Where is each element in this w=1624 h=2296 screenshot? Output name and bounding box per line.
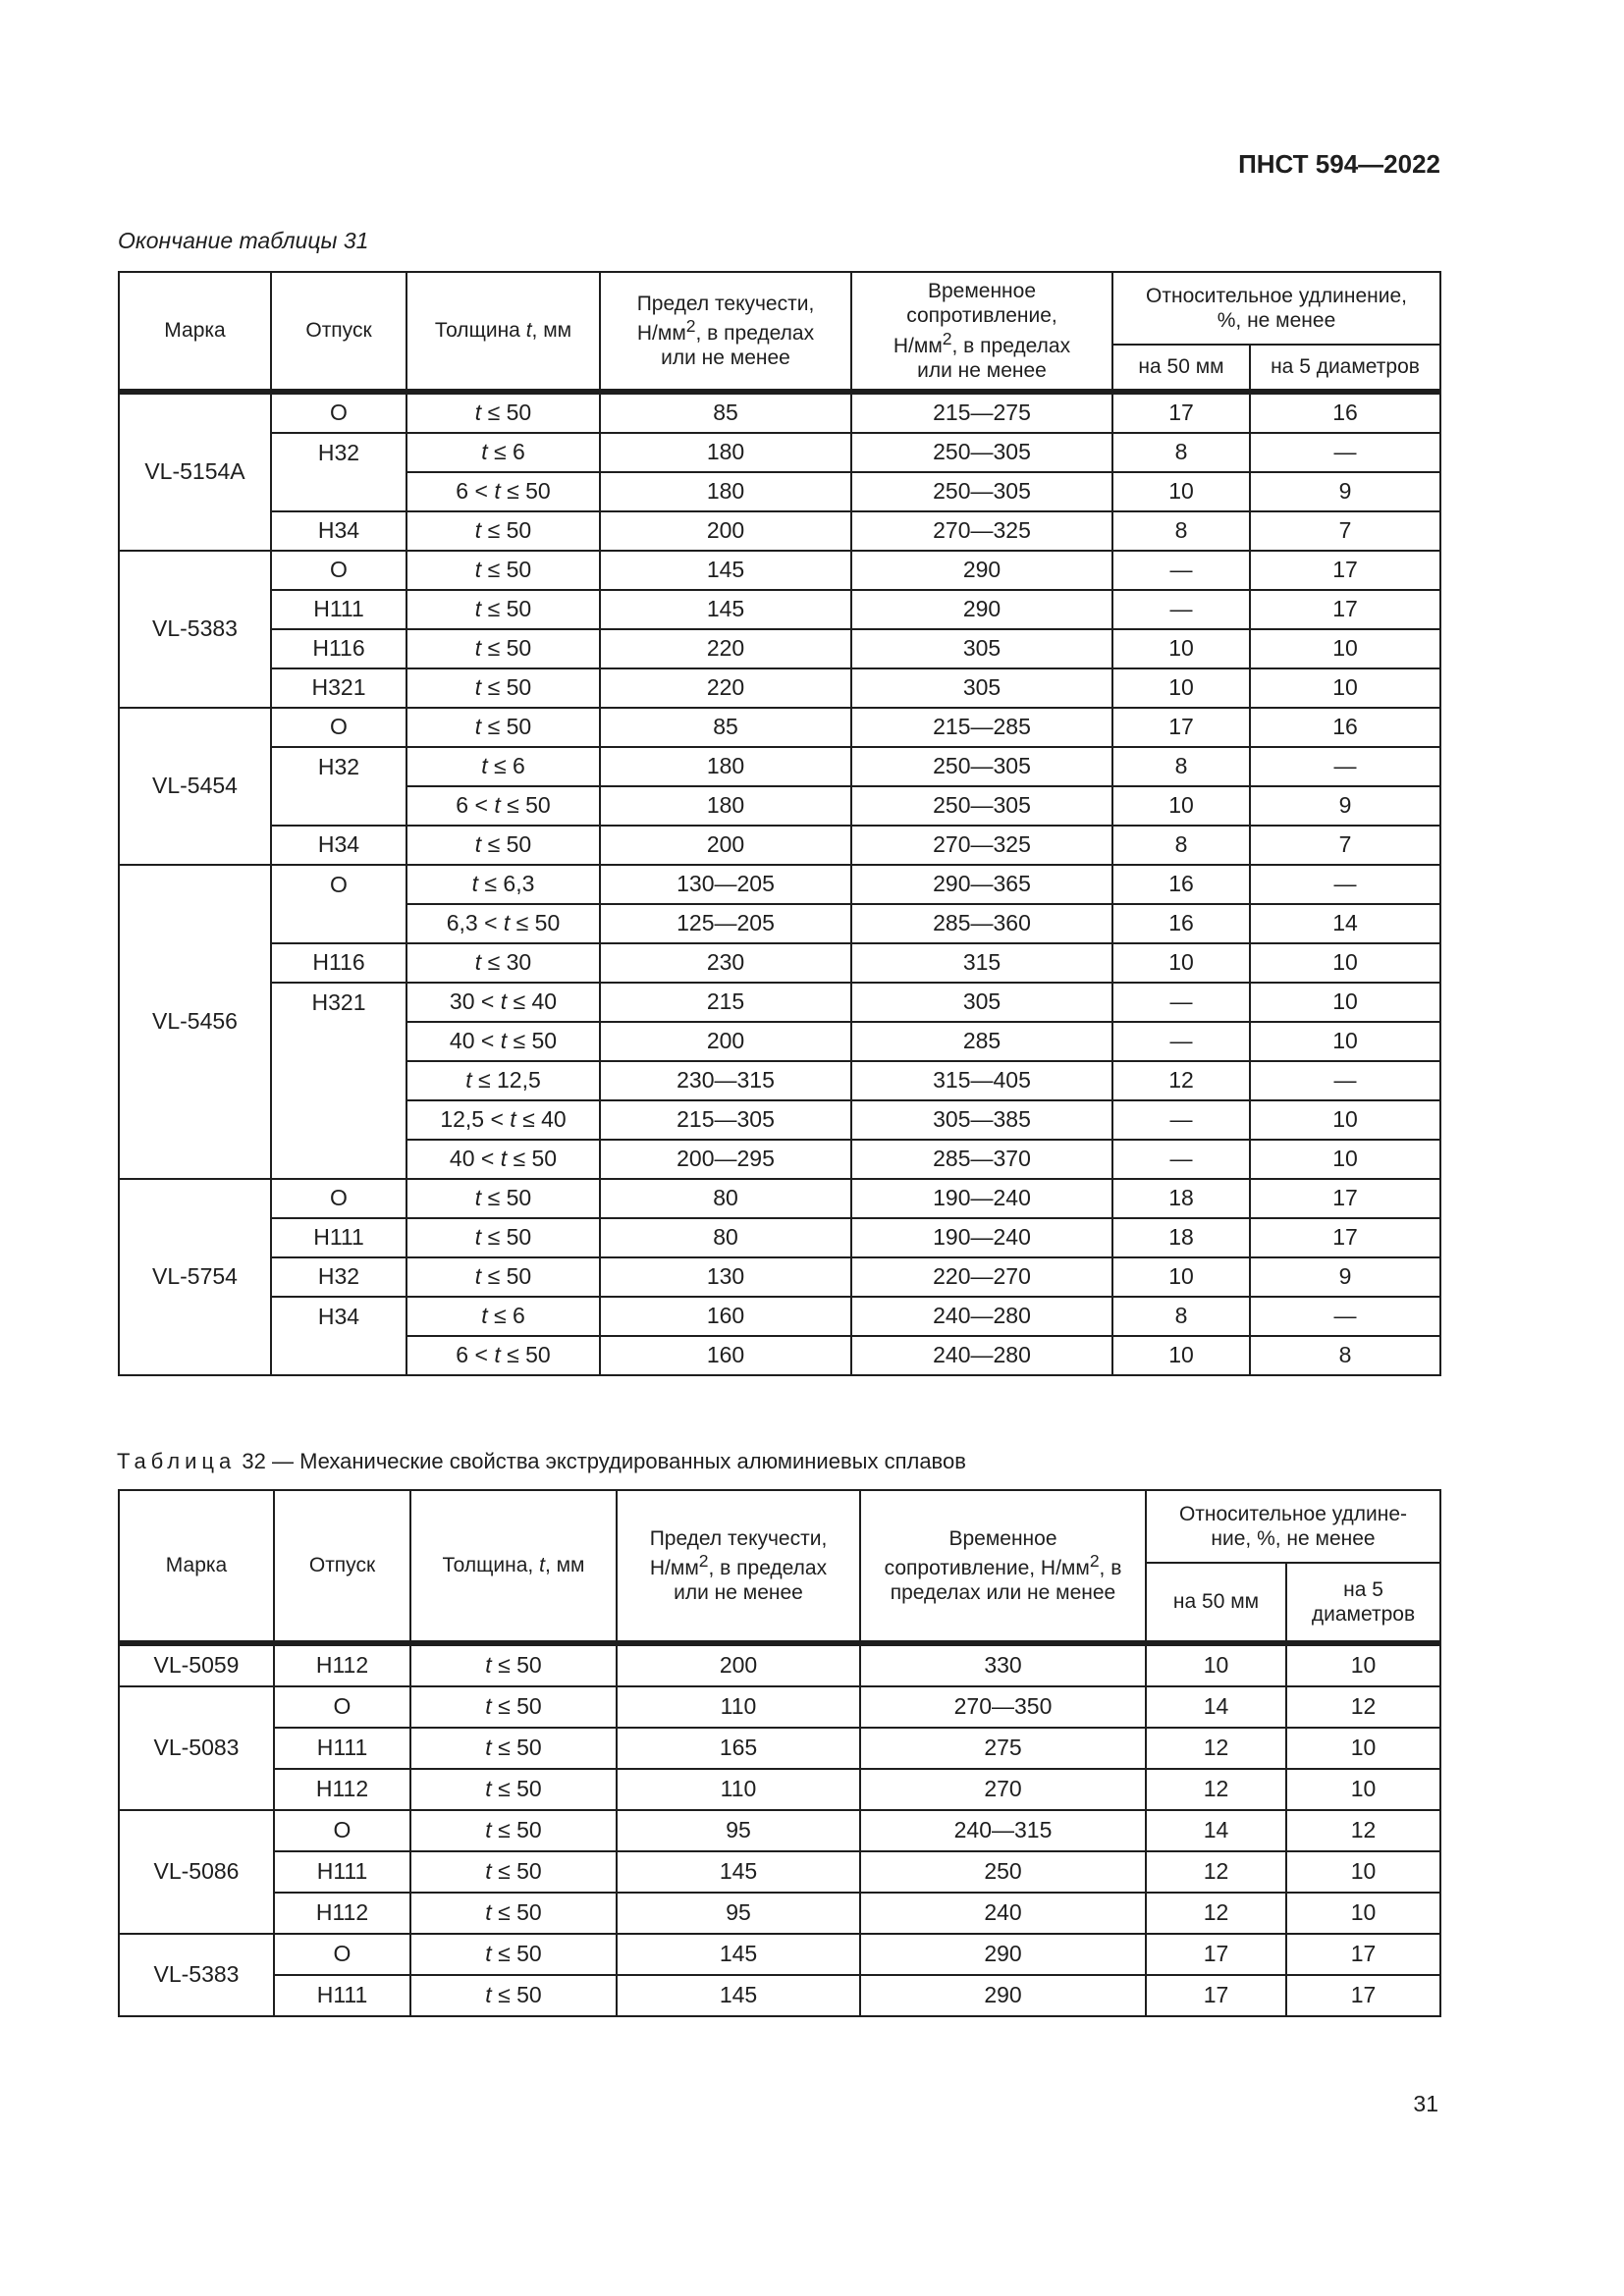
- temper-cell: H116: [271, 629, 406, 668]
- elong50-cell: 10: [1112, 1257, 1250, 1297]
- thickness-cell: t ≤ 6: [406, 1297, 600, 1336]
- elong50-cell: 17: [1112, 708, 1250, 747]
- table-31: [118, 271, 1441, 1376]
- thickness-cell: t ≤ 50: [406, 551, 600, 590]
- header-elongation-50mm: на 50 мм: [1146, 1563, 1286, 1643]
- elong5d-cell: —: [1250, 1061, 1440, 1100]
- table-row: [119, 1257, 1440, 1297]
- tensile-cell: 290: [851, 590, 1112, 629]
- table-row: [119, 826, 1440, 865]
- tensile-cell: 240—280: [851, 1297, 1112, 1336]
- elong5d-cell: 10: [1286, 1643, 1440, 1686]
- thickness-cell: 6,3 < t ≤ 50: [406, 904, 600, 943]
- elong5d-cell: 10: [1286, 1769, 1440, 1810]
- thickness-cell: 6 < t ≤ 50: [406, 1336, 600, 1375]
- temper-cell: H111: [274, 1728, 410, 1769]
- header-temper: Отпуск: [274, 1490, 410, 1643]
- elong50-cell: 8: [1112, 511, 1250, 551]
- table-row: [119, 433, 1440, 472]
- table-row: [119, 1893, 1440, 1934]
- tensile-cell: 250—305: [851, 472, 1112, 511]
- thickness-cell: t ≤ 50: [406, 392, 600, 433]
- thickness-cell: t ≤ 50: [406, 1257, 600, 1297]
- table-row: [119, 1769, 1440, 1810]
- temper-cell: H32: [271, 1257, 406, 1297]
- elong5d-cell: 7: [1250, 511, 1440, 551]
- table-row: [119, 1728, 1440, 1769]
- table-row: [119, 1686, 1440, 1728]
- table-row: [119, 865, 1440, 904]
- table-row: [119, 1218, 1440, 1257]
- thickness-cell: t ≤ 50: [406, 668, 600, 708]
- yield-cell: 180: [600, 786, 851, 826]
- temper-cell: H111: [274, 1851, 410, 1893]
- elong50-cell: 8: [1112, 747, 1250, 786]
- thickness-cell: t ≤ 12,5: [406, 1061, 600, 1100]
- grade-cell: VL-5754: [119, 1179, 271, 1375]
- elong50-cell: 17: [1112, 392, 1250, 433]
- table-row: [119, 1179, 1440, 1218]
- thickness-cell: t ≤ 6: [406, 433, 600, 472]
- temper-cell: O: [274, 1934, 410, 1975]
- temper-cell: O: [271, 1179, 406, 1218]
- yield-cell: 130: [600, 1257, 851, 1297]
- table-row: [119, 983, 1440, 1022]
- table-row: [119, 708, 1440, 747]
- table-row: [119, 590, 1440, 629]
- table-row: [119, 943, 1440, 983]
- elong5d-cell: 10: [1286, 1851, 1440, 1893]
- header-temper: Отпуск: [271, 272, 406, 392]
- yield-cell: 145: [600, 551, 851, 590]
- table-row: [119, 1297, 1440, 1336]
- yield-cell: 160: [600, 1336, 851, 1375]
- header-thickness: Толщина, t, мм: [410, 1490, 617, 1643]
- temper-cell: O: [271, 551, 406, 590]
- elong5d-cell: 14: [1250, 904, 1440, 943]
- tensile-cell: 250—305: [851, 747, 1112, 786]
- elong5d-cell: 10: [1250, 668, 1440, 708]
- elong50-cell: 18: [1112, 1179, 1250, 1218]
- temper-cell: H321: [271, 668, 406, 708]
- yield-cell: 145: [617, 1934, 860, 1975]
- elong5d-cell: 10: [1250, 629, 1440, 668]
- elong50-cell: 10: [1112, 786, 1250, 826]
- elong50-cell: 8: [1112, 826, 1250, 865]
- table-row: [119, 1643, 1440, 1686]
- thickness-cell: t ≤ 50: [410, 1643, 617, 1686]
- tensile-cell: 240: [860, 1893, 1146, 1934]
- elong5d-cell: 9: [1250, 472, 1440, 511]
- thickness-cell: t ≤ 50: [406, 629, 600, 668]
- yield-cell: 110: [617, 1686, 860, 1728]
- thickness-cell: t ≤ 6,3: [406, 865, 600, 904]
- elong50-cell: 18: [1112, 1218, 1250, 1257]
- thickness-cell: t ≤ 50: [410, 1851, 617, 1893]
- tensile-cell: 270—350: [860, 1686, 1146, 1728]
- yield-cell: 165: [617, 1728, 860, 1769]
- elong50-cell: 8: [1112, 433, 1250, 472]
- tensile-cell: 275: [860, 1728, 1146, 1769]
- elong5d-cell: 10: [1250, 1140, 1440, 1179]
- elong5d-cell: 10: [1250, 943, 1440, 983]
- temper-cell: H321: [271, 983, 406, 1179]
- tensile-cell: 190—240: [851, 1179, 1112, 1218]
- elong50-cell: —: [1112, 551, 1250, 590]
- header-elongation-5d: на 5 диаметров: [1250, 345, 1440, 392]
- thickness-cell: t ≤ 50: [406, 1218, 600, 1257]
- thickness-cell: 40 < t ≤ 50: [406, 1022, 600, 1061]
- temper-cell: H112: [274, 1769, 410, 1810]
- elong5d-cell: 10: [1286, 1893, 1440, 1934]
- header-tensile-strength: Временное сопротивление, $Н/мм^2$, в пределах или не менее: [851, 272, 1112, 392]
- elong50-cell: 10: [1146, 1643, 1286, 1686]
- header-thickness: Толщина t, мм: [406, 272, 600, 392]
- table-row: [119, 1810, 1440, 1851]
- yield-cell: 220: [600, 629, 851, 668]
- grade-cell: VL-5454: [119, 708, 271, 865]
- tensile-cell: 305: [851, 983, 1112, 1022]
- tensile-cell: 285: [851, 1022, 1112, 1061]
- elong50-cell: 10: [1112, 668, 1250, 708]
- table-32-body: [119, 1643, 1440, 2016]
- yield-cell: 80: [600, 1218, 851, 1257]
- elong5d-cell: 17: [1286, 1934, 1440, 1975]
- thickness-cell: t ≤ 6: [406, 747, 600, 786]
- table-row: [119, 511, 1440, 551]
- elong50-cell: 17: [1146, 1975, 1286, 2016]
- elong5d-cell: —: [1250, 1297, 1440, 1336]
- elong50-cell: 12: [1146, 1893, 1286, 1934]
- tensile-cell: 315—405: [851, 1061, 1112, 1100]
- grade-cell: VL-5383: [119, 551, 271, 708]
- elong50-cell: 12: [1112, 1061, 1250, 1100]
- temper-cell: H32: [271, 433, 406, 511]
- table-31-body: [119, 392, 1440, 1375]
- elong50-cell: 10: [1112, 1336, 1250, 1375]
- yield-cell: 145: [617, 1851, 860, 1893]
- tensile-cell: 290: [851, 551, 1112, 590]
- yield-cell: 200: [600, 511, 851, 551]
- elong50-cell: —: [1112, 1140, 1250, 1179]
- temper-cell: H116: [271, 943, 406, 983]
- grade-cell: VL-5083: [119, 1686, 274, 1810]
- elong50-cell: —: [1112, 1100, 1250, 1140]
- yield-cell: 130—205: [600, 865, 851, 904]
- tensile-cell: 330: [860, 1643, 1146, 1686]
- yield-cell: 200—295: [600, 1140, 851, 1179]
- tensile-cell: 240—280: [851, 1336, 1112, 1375]
- grade-cell: VL-5383: [119, 1934, 274, 2016]
- temper-cell: H32: [271, 747, 406, 826]
- grade-cell: VL-5154A: [119, 392, 271, 551]
- elong5d-cell: 16: [1250, 392, 1440, 433]
- yield-cell: 125—205: [600, 904, 851, 943]
- elong50-cell: 16: [1112, 904, 1250, 943]
- tensile-cell: 190—240: [851, 1218, 1112, 1257]
- elong50-cell: 14: [1146, 1810, 1286, 1851]
- page-number: 31: [1413, 2091, 1438, 2116]
- thickness-cell: t ≤ 30: [406, 943, 600, 983]
- thickness-cell: 12,5 < t ≤ 40: [406, 1100, 600, 1140]
- thickness-cell: 6 < t ≤ 50: [406, 472, 600, 511]
- elong5d-cell: 12: [1286, 1810, 1440, 1851]
- elong5d-cell: 9: [1250, 786, 1440, 826]
- tensile-cell: 270: [860, 1769, 1146, 1810]
- tensile-cell: 250—305: [851, 433, 1112, 472]
- elong50-cell: 10: [1112, 472, 1250, 511]
- tensile-cell: 305—385: [851, 1100, 1112, 1140]
- thickness-cell: t ≤ 50: [410, 1686, 617, 1728]
- table-row: [119, 747, 1440, 786]
- table-32-caption: Таблица 32 — Механические свойства экструдированных алюминиевых сплавов: [117, 1449, 966, 1473]
- temper-cell: H34: [271, 511, 406, 551]
- elong50-cell: 16: [1112, 865, 1250, 904]
- yield-cell: 145: [600, 590, 851, 629]
- table-row: [119, 1934, 1440, 1975]
- elong5d-cell: 17: [1250, 551, 1440, 590]
- elong50-cell: —: [1112, 983, 1250, 1022]
- temper-cell: H111: [271, 1218, 406, 1257]
- thickness-cell: t ≤ 50: [410, 1975, 617, 2016]
- tensile-cell: 240—315: [860, 1810, 1146, 1851]
- yield-cell: 180: [600, 472, 851, 511]
- thickness-cell: 40 < t ≤ 50: [406, 1140, 600, 1179]
- elong50-cell: 10: [1112, 943, 1250, 983]
- table-row: [119, 1975, 1440, 2016]
- elong5d-cell: 16: [1250, 708, 1440, 747]
- elong50-cell: —: [1112, 1022, 1250, 1061]
- tensile-cell: 215—285: [851, 708, 1112, 747]
- tensile-cell: 250—305: [851, 786, 1112, 826]
- temper-cell: O: [274, 1810, 410, 1851]
- temper-cell: O: [271, 865, 406, 943]
- yield-cell: 110: [617, 1769, 860, 1810]
- thickness-cell: 6 < t ≤ 50: [406, 786, 600, 826]
- elong5d-cell: 10: [1250, 1022, 1440, 1061]
- thickness-cell: 30 < t ≤ 40: [406, 983, 600, 1022]
- thickness-cell: t ≤ 50: [410, 1810, 617, 1851]
- thickness-cell: t ≤ 50: [406, 590, 600, 629]
- yield-cell: 95: [617, 1893, 860, 1934]
- temper-cell: H111: [271, 590, 406, 629]
- yield-cell: 80: [600, 1179, 851, 1218]
- elong5d-cell: 17: [1250, 1179, 1440, 1218]
- elong5d-cell: 17: [1250, 1218, 1440, 1257]
- tensile-cell: 220—270: [851, 1257, 1112, 1297]
- tensile-cell: 290: [860, 1975, 1146, 2016]
- elong50-cell: 8: [1112, 1297, 1250, 1336]
- elong50-cell: 10: [1112, 629, 1250, 668]
- grade-cell: VL-5086: [119, 1810, 274, 1934]
- table-32: [118, 1489, 1441, 2017]
- tensile-cell: 270—325: [851, 511, 1112, 551]
- tensile-cell: 305: [851, 629, 1112, 668]
- yield-cell: 230: [600, 943, 851, 983]
- elong5d-cell: 9: [1250, 1257, 1440, 1297]
- yield-cell: 200: [600, 1022, 851, 1061]
- header-yield-strength: Предел текучести, $Н/мм^2$, в пределах или не менее: [617, 1490, 860, 1643]
- yield-cell: 95: [617, 1810, 860, 1851]
- elong5d-cell: 10: [1286, 1728, 1440, 1769]
- thickness-cell: t ≤ 50: [410, 1728, 617, 1769]
- tensile-cell: 270—325: [851, 826, 1112, 865]
- header-grade: Марка: [119, 1490, 274, 1643]
- temper-cell: H112: [274, 1643, 410, 1686]
- temper-cell: H34: [271, 826, 406, 865]
- thickness-cell: t ≤ 50: [406, 1179, 600, 1218]
- elong5d-cell: 12: [1286, 1686, 1440, 1728]
- elong5d-cell: 17: [1250, 590, 1440, 629]
- elong5d-cell: 7: [1250, 826, 1440, 865]
- table-row: [119, 392, 1440, 433]
- yield-cell: 230—315: [600, 1061, 851, 1100]
- grade-cell: VL-5456: [119, 865, 271, 1179]
- grade-cell: VL-5059: [119, 1643, 274, 1686]
- elong5d-cell: —: [1250, 865, 1440, 904]
- yield-cell: 200: [617, 1643, 860, 1686]
- elong50-cell: 12: [1146, 1851, 1286, 1893]
- yield-cell: 220: [600, 668, 851, 708]
- yield-cell: 180: [600, 433, 851, 472]
- yield-cell: 85: [600, 708, 851, 747]
- thickness-cell: t ≤ 50: [410, 1769, 617, 1810]
- yield-cell: 160: [600, 1297, 851, 1336]
- elong5d-cell: 10: [1250, 983, 1440, 1022]
- tensile-cell: 250: [860, 1851, 1146, 1893]
- temper-cell: H111: [274, 1975, 410, 2016]
- header-grade: Марка: [119, 272, 271, 392]
- table-31-caption: Окончание таблицы 31: [118, 228, 369, 253]
- yield-cell: 215: [600, 983, 851, 1022]
- elong50-cell: —: [1112, 590, 1250, 629]
- temper-cell: O: [271, 392, 406, 433]
- thickness-cell: t ≤ 50: [410, 1934, 617, 1975]
- elong50-cell: 14: [1146, 1686, 1286, 1728]
- elong50-cell: 12: [1146, 1728, 1286, 1769]
- thickness-cell: t ≤ 50: [410, 1893, 617, 1934]
- table-row: [119, 551, 1440, 590]
- thickness-cell: t ≤ 50: [406, 511, 600, 551]
- elong5d-cell: —: [1250, 433, 1440, 472]
- tensile-cell: 285—360: [851, 904, 1112, 943]
- tensile-cell: 215—275: [851, 392, 1112, 433]
- header-tensile-strength: Временное сопротивление, $Н/мм^2$, в пределах или не менее: [860, 1490, 1146, 1643]
- header-yield-strength: Предел текучести, $Н/мм^2$, в пределах или не менее: [600, 272, 851, 392]
- elong5d-cell: 8: [1250, 1336, 1440, 1375]
- table-row: [119, 629, 1440, 668]
- temper-cell: H34: [271, 1297, 406, 1375]
- yield-cell: 215—305: [600, 1100, 851, 1140]
- yield-cell: 85: [600, 392, 851, 433]
- thickness-cell: t ≤ 50: [406, 708, 600, 747]
- header-elongation: Относительное удлине- ние, %, не менее: [1146, 1490, 1440, 1563]
- header-elongation-5d: на 5 диаметров: [1286, 1563, 1440, 1643]
- table-row: [119, 668, 1440, 708]
- temper-cell: H112: [274, 1893, 410, 1934]
- elong5d-cell: —: [1250, 747, 1440, 786]
- table-row: [119, 1851, 1440, 1893]
- temper-cell: O: [271, 708, 406, 747]
- yield-cell: 200: [600, 826, 851, 865]
- tensile-cell: 315: [851, 943, 1112, 983]
- elong5d-cell: 17: [1286, 1975, 1440, 2016]
- elong50-cell: 12: [1146, 1769, 1286, 1810]
- header-elongation: Относительное удлинение, %, не менее: [1112, 272, 1440, 345]
- tensile-cell: 285—370: [851, 1140, 1112, 1179]
- yield-cell: 145: [617, 1975, 860, 2016]
- yield-cell: 180: [600, 747, 851, 786]
- header-elongation-50mm: на 50 мм: [1112, 345, 1250, 392]
- elong5d-cell: 10: [1250, 1100, 1440, 1140]
- elong50-cell: 17: [1146, 1934, 1286, 1975]
- tensile-cell: 290: [860, 1934, 1146, 1975]
- tensile-cell: 290—365: [851, 865, 1112, 904]
- document-code: ПНСТ 594—2022: [1238, 149, 1440, 179]
- tensile-cell: 305: [851, 668, 1112, 708]
- thickness-cell: t ≤ 50: [406, 826, 600, 865]
- temper-cell: O: [274, 1686, 410, 1728]
